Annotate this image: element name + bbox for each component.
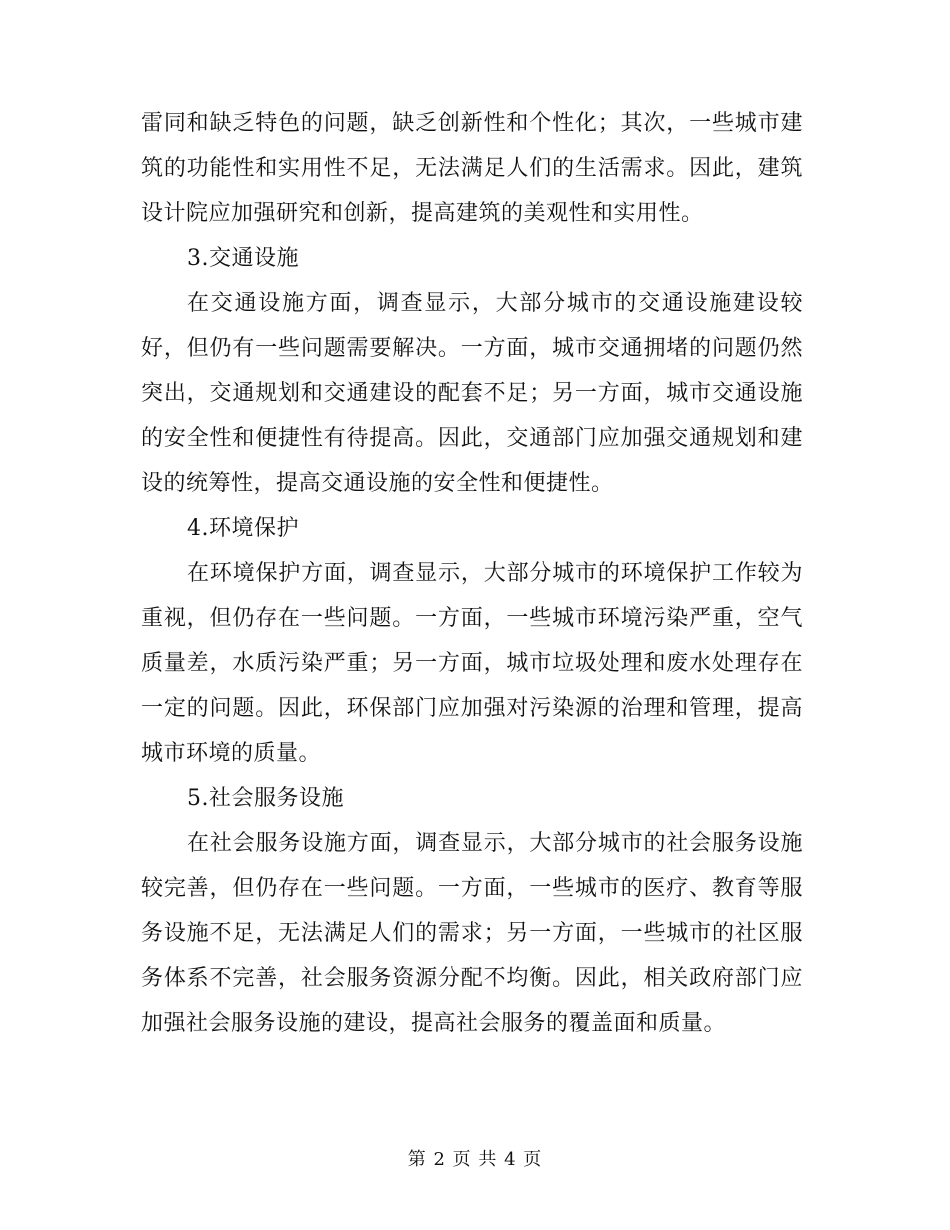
section-heading-social-services: 5.社会服务设施: [187, 786, 344, 811]
document-body: [141, 101, 803, 1046]
paragraph-environment: 在环境保护方面，调查显示，大部分城市的环境保护工作较为重视，但仍存在一些问题。一方面，一些城市环境污染严重，空气质量差，水质污染严重；另一方面，城市垃圾处理和废水处理存在一定的问题。因此，环保部门应加强对污染源的治理和管理，提高城市环境的质量。: [141, 561, 803, 766]
paragraph-architecture-continued: 雷同和缺乏特色的问题，缺乏创新性和个性化；其次，一些城市建筑的功能性和实用性不足，无法满足人们的生活需求。因此，建筑设计院应加强研究和创新，提高建筑的美观性和实用性。: [141, 111, 803, 226]
paragraph-social-services: 在社会服务设施方面，调查显示，大部分城市的社会服务设施较完善，但仍存在一些问题。一方面，一些城市的医疗、教育等服务设施不足，无法满足人们的需求；另一方面，一些城市的社区服务体系不完善，社会服务资源分配不均衡。因此，相关政府部门应加强社会服务设施的建设，提高社会服务的覆盖面和质量。: [141, 831, 803, 1036]
paragraph-transport: 在交通设施方面，调查显示，大部分城市的交通设施建设较好，但仍有一些问题需要解决。一方面，城市交通拥堵的问题仍然突出，交通规划和交通建设的配套不足；另一方面，城市交通设施的安全性和便捷性有待提高。因此，交通部门应加强交通规划和建设的统筹性，提高交通设施的安全性和便捷性。: [141, 291, 803, 496]
section-heading-environment: 4.环境保护: [187, 516, 299, 541]
page-footer: 第 2 页 共 4 页: [407, 1149, 543, 1170]
section-heading-transport: 3.交通设施: [187, 246, 299, 271]
